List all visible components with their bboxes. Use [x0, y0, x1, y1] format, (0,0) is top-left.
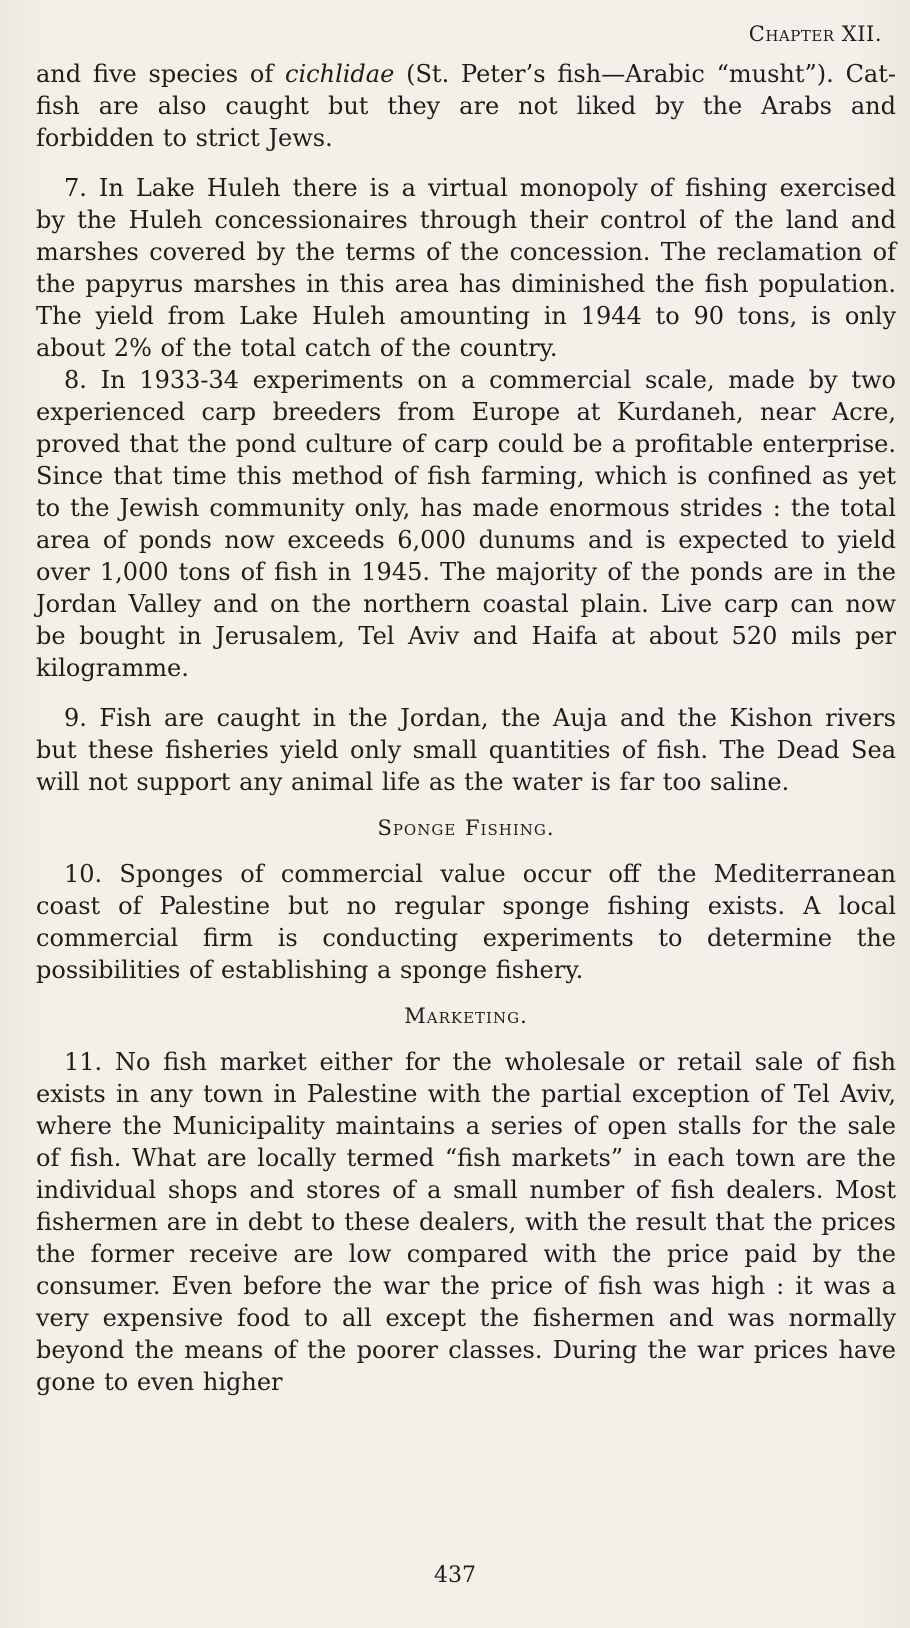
intro-text-start: and five species of — [36, 60, 286, 88]
paragraph-8: 8. In 1933-34 experiments on a commercial scale, made by two experienced carp breeders from Europe at Kurdaneh, near Acre, proved that the pond culture of carp could be a profitable enterprise. Since that time this method of fish farming, which is confined as yet to the Jewish community only, has made enormous strides : the total area of ponds now exceeds 6,000 dunums and is expected to yield over 1,000 tons of fish in 1945. The majority of the ponds are in the Jordan Valley and on the northern coastal plain. Live carp can now be bought in Jerusalem, Tel Aviv and Haifa at about 520 mils per kilogramme. — [36, 366, 896, 682]
paragraph-10: 10. Sponges of commercial value occur off the Mediterranean coast of Palestine but no regular sponge fishing exists. A local commercial firm is conducting experiments to determine the possibilities of establishing a sponge fishery. — [36, 860, 896, 984]
body-text — [36, 58, 896, 1398]
heading-marketing: Marketing. — [404, 1004, 528, 1028]
chapter-header: Chapter XII. — [748, 22, 882, 46]
intro-italic-term: cichlidae — [285, 60, 395, 88]
paragraph-9: 9. Fish are caught in the Jordan, the Auja and the Kishon rivers but these fisheries yield only small quantities of fish. The Dead Sea will not support any animal life as the water is far too saline. — [36, 704, 896, 796]
heading-sponge-fishing: Sponge Fishing. — [377, 816, 555, 840]
paragraph-intro — [36, 58, 896, 154]
paragraph-gap — [36, 154, 896, 172]
intro-text-end: (St. Peter’s fish—Arabic “musht”). Cat-fish are also caught but they are not liked by the Arabs and forbidden to strict Jews. — [36, 60, 896, 152]
paragraph-11: 11. No fish market either for the wholesale or retail sale of fish exists in any town in Palestine with the partial exception of Tel Aviv, where the Municipality maintains a series of open stalls for the sale of fish. What are locally termed “fish markets” in each town are the individual shops and stores of a small number of fish dealers. Most fishermen are in debt to these dealers, with the result that the prices the former receive are low compared with the price paid by the consumer. Even before the war the price of fish was high : it was a very expensive food to all except the fishermen and was normally beyond the means of the poorer classes. During the war prices have gone to even higher — [36, 1048, 896, 1396]
paragraph-gap — [36, 684, 896, 702]
page-number: 437 — [434, 1563, 476, 1588]
paragraph-7: 7. In Lake Huleh there is a virtual monopoly of fishing exercised by the Huleh concessionaires through their control of the land and marshes covered by the terms of the concession. The reclamation of the papyrus marshes in this area has diminished the fish population. The yield from Lake Huleh amounting in 1944 to 90 tons, is only about 2% of the total catch of the country. — [36, 174, 896, 362]
